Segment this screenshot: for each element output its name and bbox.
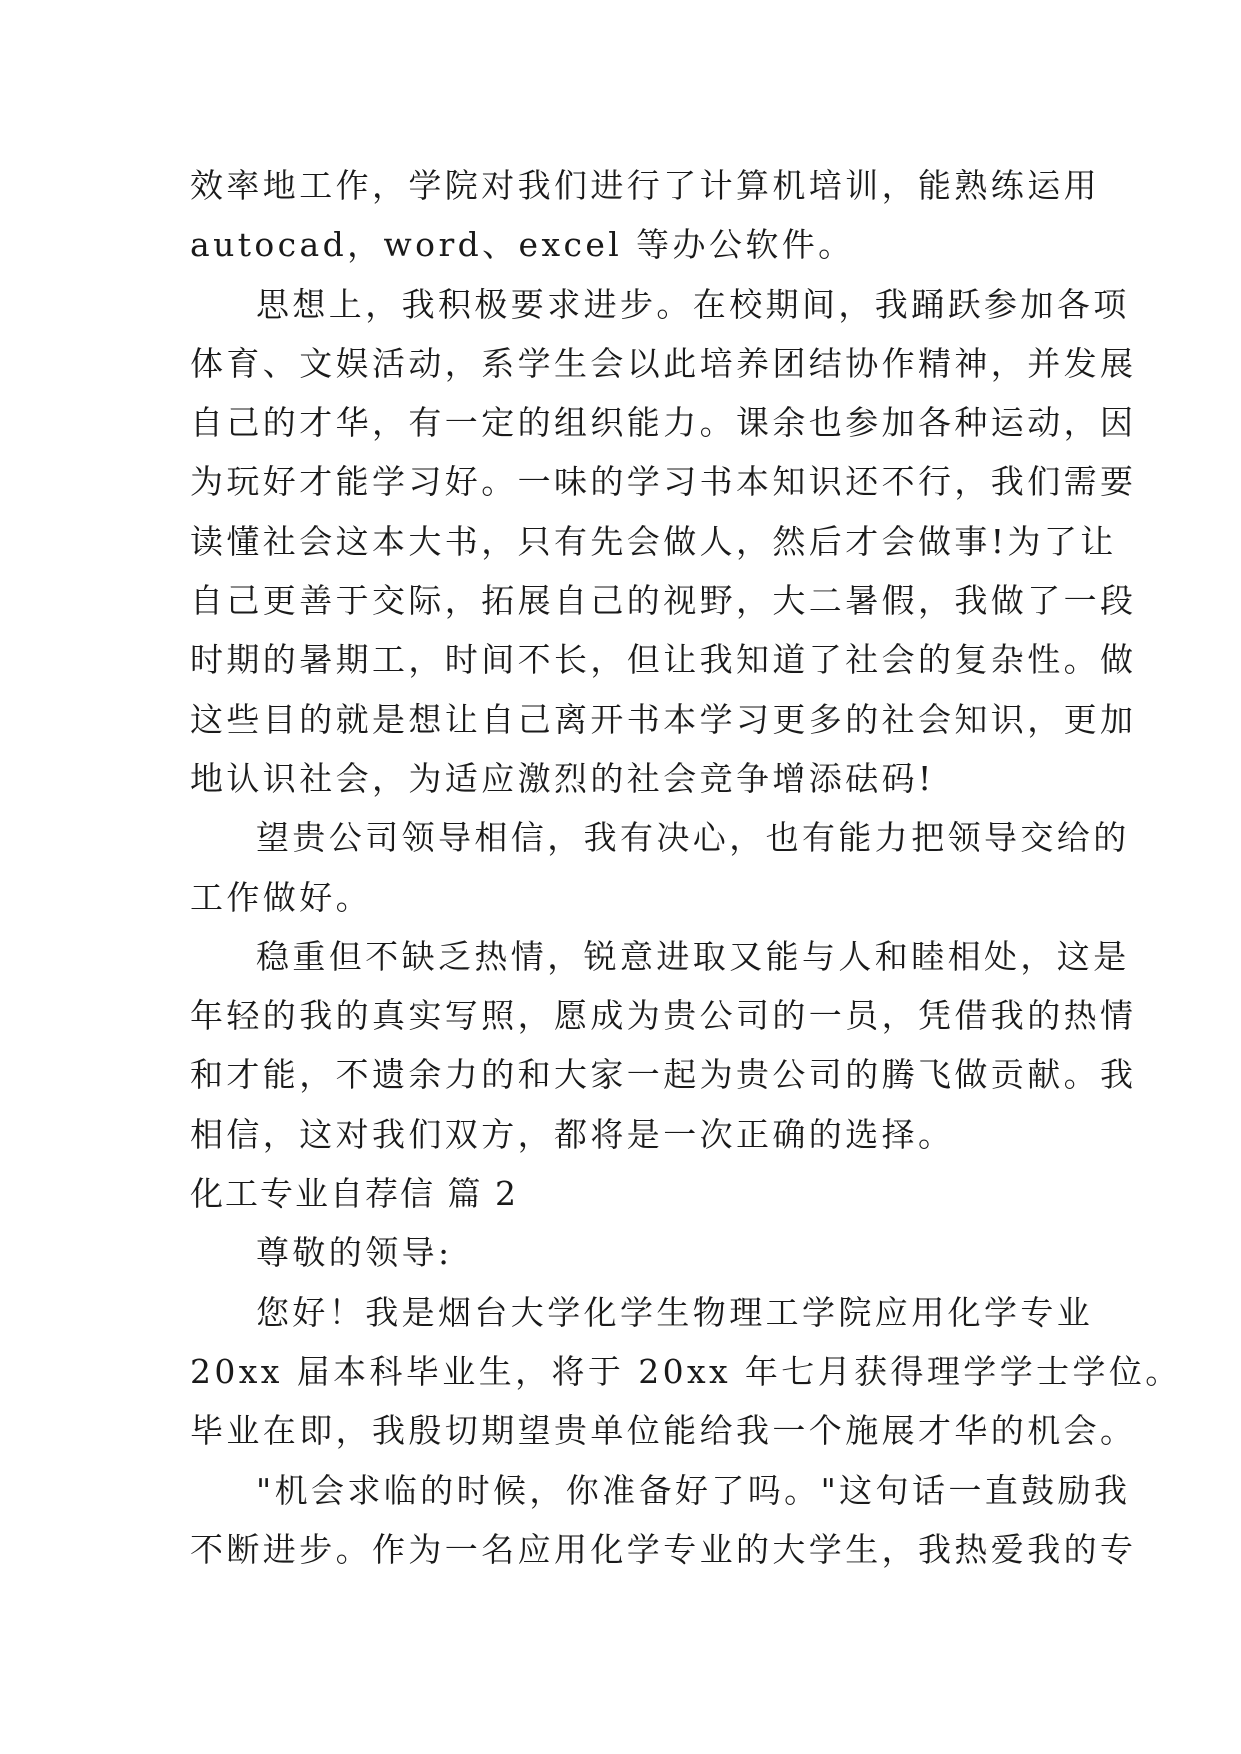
body-line: autocad，word、excel 等办公软件。 — [190, 225, 855, 265]
body-line: 相信，这对我们双方，都将是一次正确的选择。 — [190, 1114, 955, 1154]
document-body — [190, 156, 1182, 1579]
body-line: 地认识社会，为适应激烈的社会竞争增添砝码! — [190, 758, 935, 798]
section-heading: 化工专业自荐信 篇 2 — [190, 1174, 518, 1214]
salutation: 尊敬的领导: — [256, 1233, 453, 1273]
body-line: 自己更善于交际，拓展自己的视野，大二暑假，我做了一段 — [190, 581, 1137, 621]
body-line: 自己的才华，有一定的组织能力。课余也参加各种运动，因 — [190, 403, 1137, 443]
body-line: 效率地工作，学院对我们进行了计算机培训，能熟练运用 — [190, 166, 1100, 205]
body-line: 和才能，不遗余力的和大家一起为贵公司的腾飞做贡献。我 — [190, 1055, 1137, 1095]
body-line: 毕业在即，我殷切期望贵单位能给我一个施展才华的机会。 — [190, 1411, 1137, 1451]
body-line: 工作做好。 — [190, 877, 372, 917]
paragraph-first-line: 望贵公司领导相信，我有决心，也有能力把领导交给的 — [256, 818, 1130, 858]
paragraph-first-line: "机会求临的时候，你准备好了吗。"这句话一直鼓励我 — [256, 1470, 1131, 1510]
paragraph-first-line: 思想上，我积极要求进步。在校期间，我踊跃参加各项 — [256, 284, 1130, 324]
body-line: 为玩好才能学习好。一味的学习书本知识还不行，我们需要 — [190, 462, 1137, 502]
body-line: 年轻的我的真实写照，愿成为贵公司的一员，凭借我的热情 — [190, 996, 1137, 1036]
body-line: 时期的暑期工，时间不长，但让我知道了社会的复杂性。做 — [190, 640, 1137, 680]
body-line: 不断进步。作为一名应用化学专业的大学生，我热爱我的专 — [190, 1529, 1137, 1569]
body-line: 读懂社会这本大书，只有先会做人，然后才会做事!为了让 — [190, 521, 1117, 561]
paragraph-first-line: 稳重但不缺乏热情，锐意进取又能与人和睦相处，这是 — [256, 936, 1130, 976]
body-line: 20xx 届本科毕业生，将于 20xx 年七月获得理学学士学位。 — [190, 1351, 1182, 1391]
paragraph-first-line: 您好！我是烟台大学化学生物理工学院应用化学专业 — [256, 1292, 1094, 1332]
body-line: 这些目的就是想让自己离开书本学习更多的社会知识，更加 — [190, 699, 1137, 739]
body-line: 体育、文娱活动，系学生会以此培养团结协作精神，并发展 — [190, 343, 1137, 383]
